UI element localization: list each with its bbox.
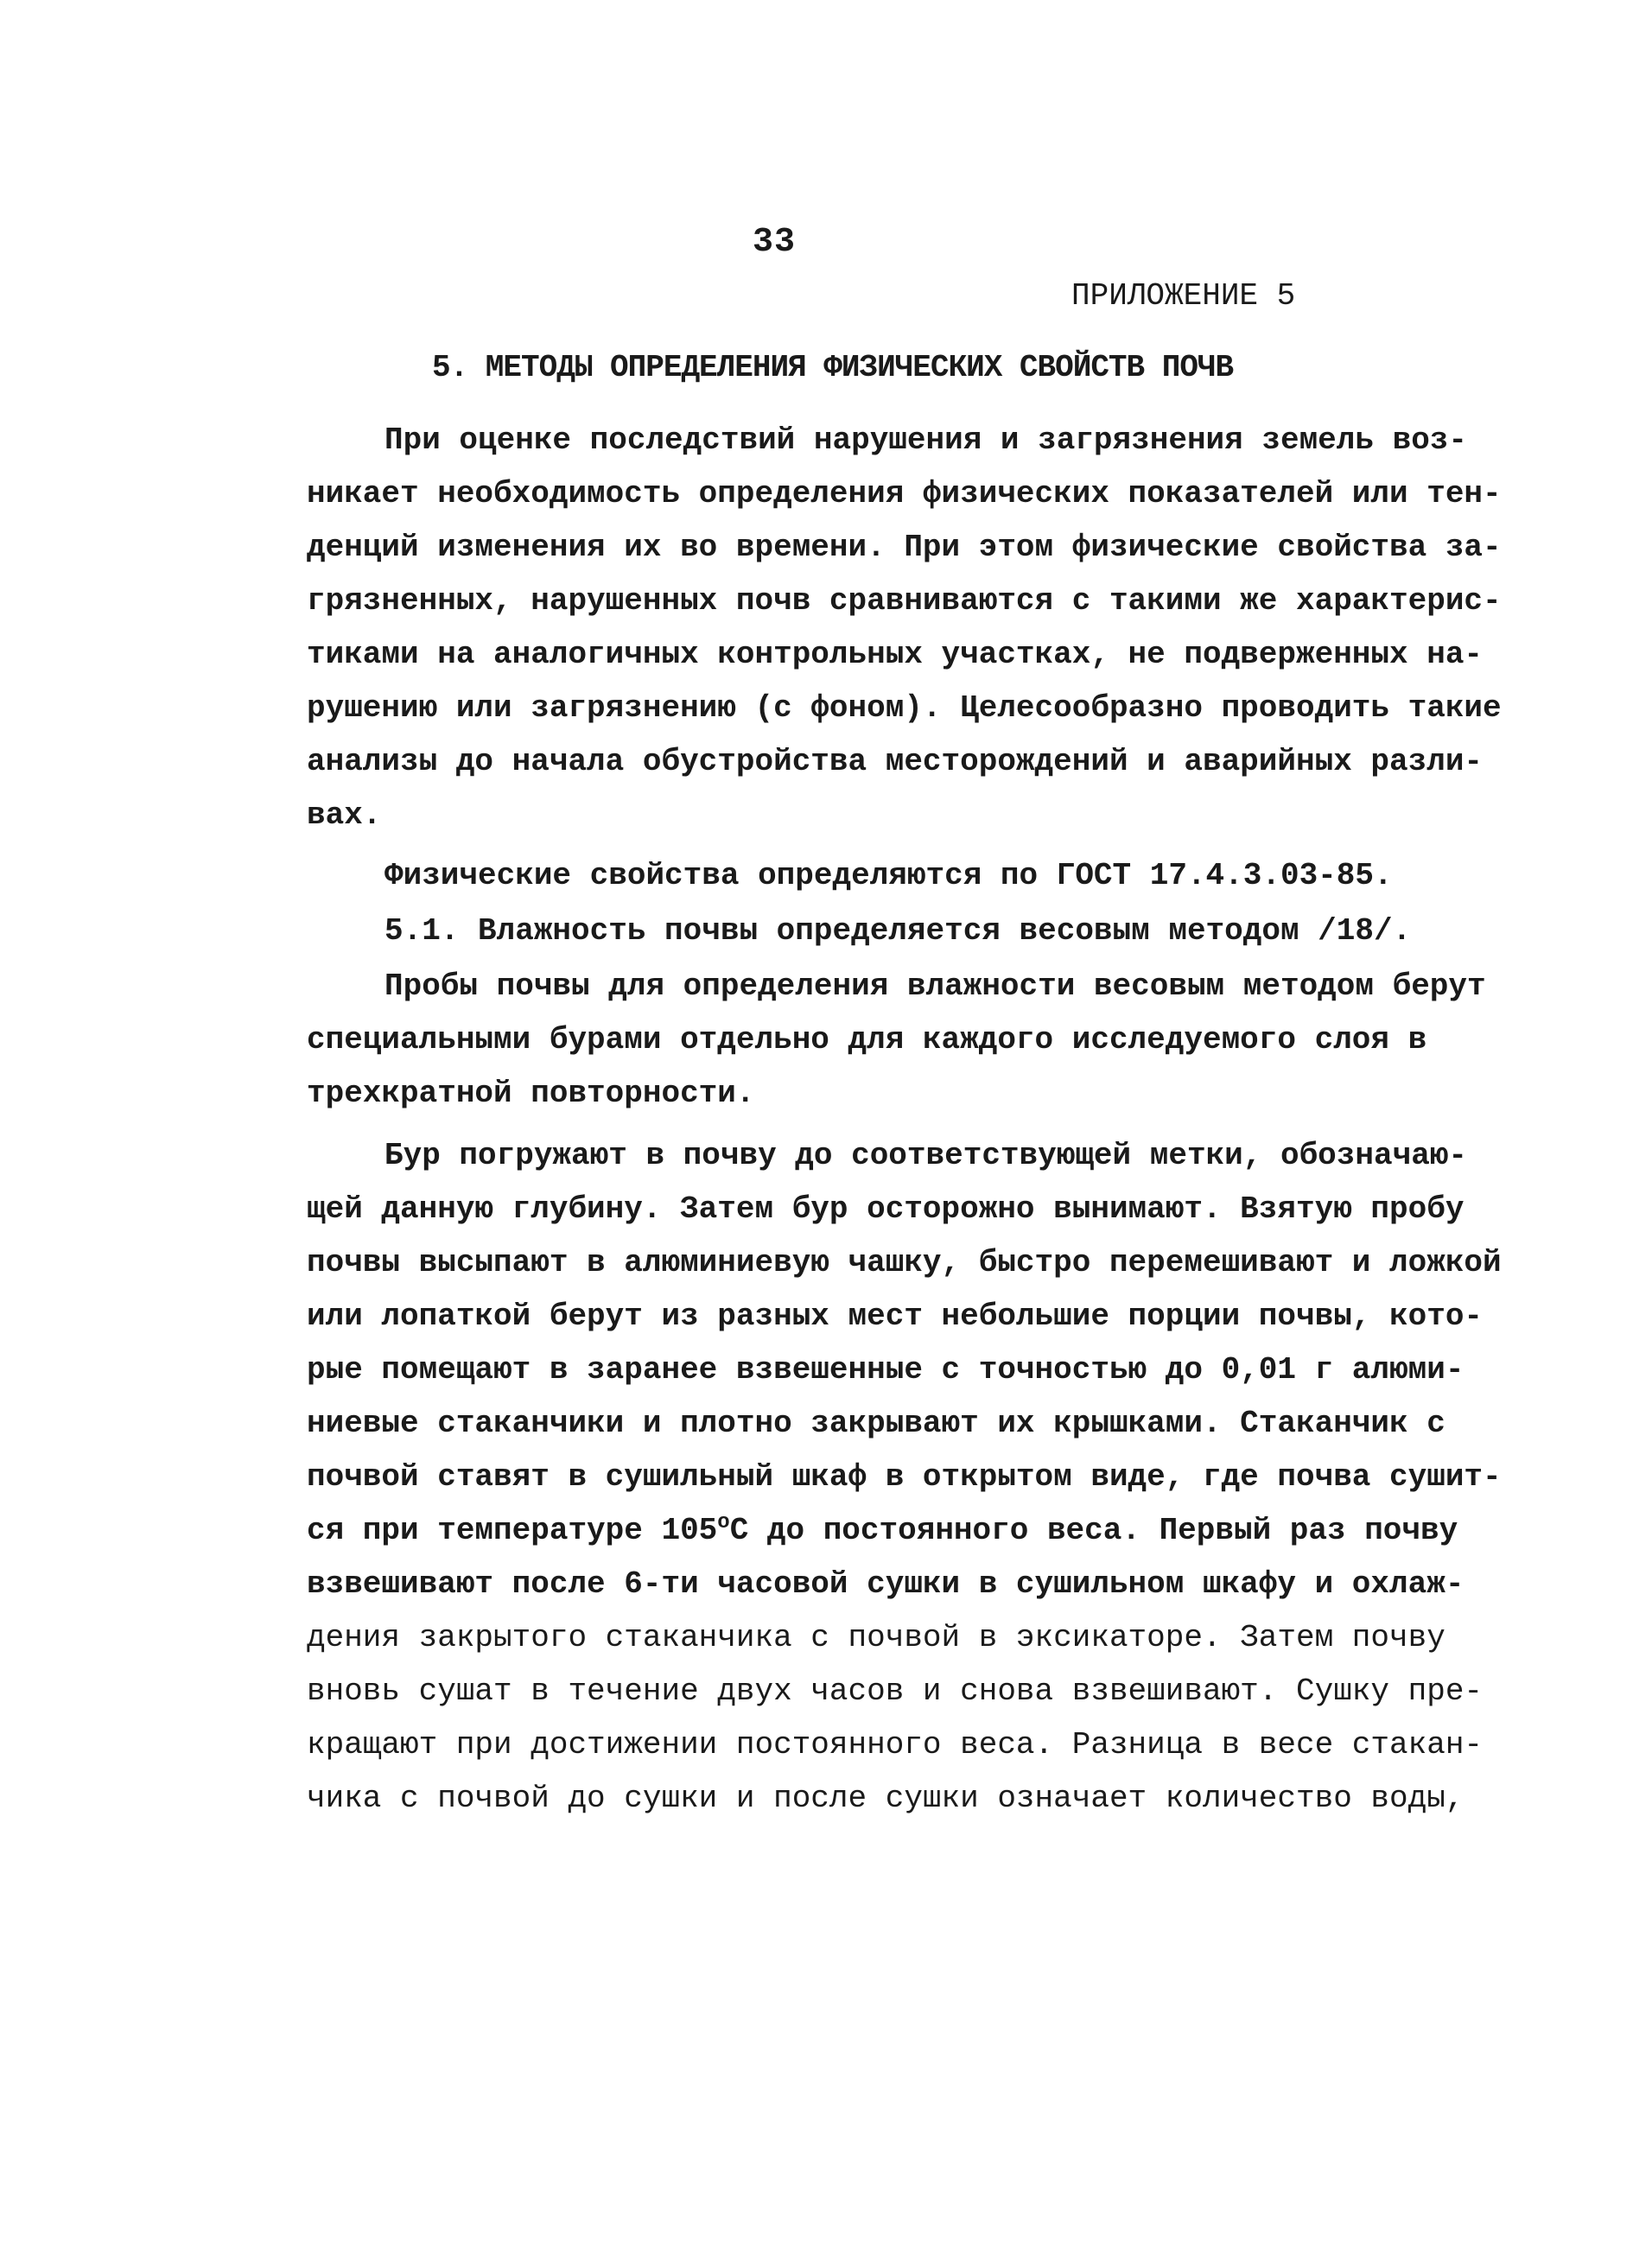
text-line: рушению или загрязнению (с фоном). Целесообразно проводить такие bbox=[307, 690, 1502, 726]
text-line: кращают при достижении постоянного веса. Разница в весе стакан- bbox=[307, 1727, 1484, 1762]
text-line: вах. bbox=[307, 797, 382, 833]
text-line: анализы до начала обустройства месторождений и аварийных разли- bbox=[307, 744, 1484, 779]
subsection-heading: 5.1. Влажность почвы определяется весовым методом /18/. bbox=[384, 913, 1412, 949]
text-line: специальными бурами отдельно для каждого исследуемого слоя в bbox=[307, 1022, 1427, 1057]
text-line-temperature bbox=[307, 1511, 1458, 1548]
text-line: вновь сушат в течение двух часов и снова взвешивают. Сушку пре- bbox=[307, 1674, 1484, 1709]
degree-superscript: о bbox=[717, 1511, 730, 1534]
text-line: дения закрытого стаканчика с почвой в эксикаторе. Затем почву bbox=[307, 1620, 1446, 1655]
text-segment: С до постоянного веса. Первый раз почву bbox=[729, 1513, 1458, 1548]
text-line: или лопаткой берут из разных мест небольшие порции почвы, кото- bbox=[307, 1299, 1484, 1334]
text-line: никает необходимость определения физических показателей или тен- bbox=[307, 476, 1502, 511]
text-line: грязненных, нарушенных почв сравниваются с такими же характерис- bbox=[307, 583, 1502, 619]
appendix-label: ПРИЛОЖЕНИЕ 5 bbox=[1071, 278, 1296, 314]
text-line: Бур погружают в почву до соответствующей метки, обозначаю- bbox=[384, 1138, 1468, 1173]
gost-line: Физические свойства определяются по ГОСТ 17.4.3.03-85. bbox=[384, 858, 1393, 893]
text-line: почвы высыпают в алюминиевую чашку, быстро перемешивают и ложкой bbox=[307, 1245, 1502, 1280]
text-line: рые помещают в заранее взвешенные с точностью до 0,01 г алюми- bbox=[307, 1352, 1465, 1388]
text-line: ниевые стаканчики и плотно закрывают их крышками. Стаканчик с bbox=[307, 1406, 1446, 1441]
text-line: При оценке последствий нарушения и загрязнения земель воз- bbox=[384, 422, 1468, 458]
text-line: почвой ставят в сушильный шкаф в открытом виде, где почва сушит- bbox=[307, 1459, 1502, 1495]
section-heading: 5. МЕТОДЫ ОПРЕДЕЛЕНИЯ ФИЗИЧЕСКИХ СВОЙСТВ ПОЧВ bbox=[432, 350, 1234, 385]
text-line: щей данную глубину. Затем бур осторожно вынимают. Взятую пробу bbox=[307, 1191, 1465, 1227]
text-line: денций изменения их во времени. При этом физические свойства за- bbox=[307, 530, 1502, 565]
text-line: Пробы почвы для определения влажности весовым методом берут bbox=[384, 969, 1486, 1004]
text-line: чика с почвой до сушки и после сушки означает количество воды, bbox=[307, 1781, 1465, 1816]
text-line: тиками на аналогичных контрольных участках, не подверженных на- bbox=[307, 637, 1484, 672]
text-line: трехкратной повторности. bbox=[307, 1076, 755, 1111]
text-segment: ся при температуре 105 bbox=[307, 1513, 718, 1548]
text-line: взвешивают после 6-ти часовой сушки в сушильном шкафу и охлаж- bbox=[307, 1566, 1465, 1602]
page-number: 33 bbox=[752, 223, 796, 262]
